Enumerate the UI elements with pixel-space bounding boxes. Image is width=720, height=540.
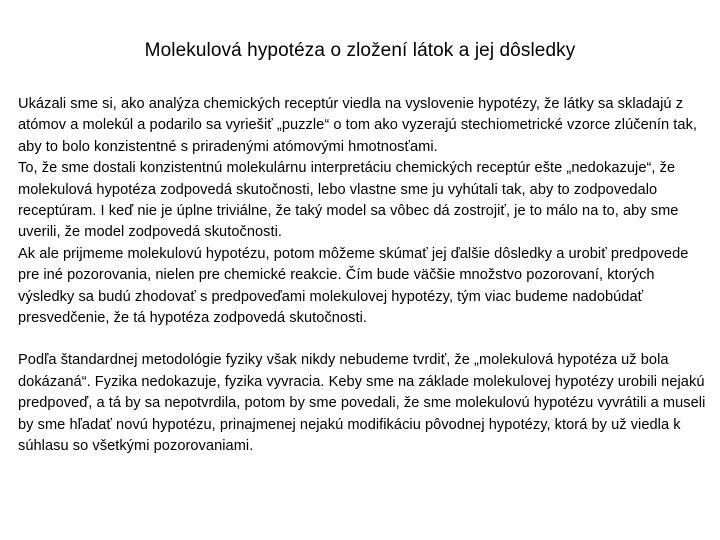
slide-body — [18, 94, 708, 458]
paragraph-2: To, že sme dostali konzistentnú molekulárnu interpretáciu chemických receptúr ešte „nedokazuje“, že molekulová hypotéza zodpovedá skutočnosti, lebo vlastne sme ju vyhútali tak, aby to zodpovedalo receptúram. I keď nie je úplne triviálne, že taký model sa vôbec dá zostrojiť, je to málo na to, aby sme uverili, že model zodpovedá skutočnosti. — [18, 160, 679, 241]
paragraph-4: Podľa štandardnej metodológie fyziky však nikdy nebudeme tvrdiť, že „molekulová hypotéza už bola dokázaná“. Fyzika nedokazuje, fyzika vyvracia. Keby sme na základe molekulovej hypotézy urobili nejakú predpoveď, a tá by sa nepotvrdila, potom by sme povedali, že sme molekulovú hypotézu vyvrátili a museli by sme hľadať novú hypotézu, prinajmenej nejakú modifikáciu pôvodnej hypotézy, ktorá by už viedla k súhlasu so všetkými pozorovaniami. — [18, 352, 706, 455]
paragraph-3: Ak ale prijmeme molekulovú hypotézu, potom môžeme skúmať jej ďalšie dôsledky a urobiť predpovede pre iné pozorovania, nielen pre chemické reakcie. Čím bude väčšie množstvo pozorovaní, ktorých výsledky sa budú zhodovať s predpoveďami molekulovej hypotézy, tým viac budeme nadobúdať presvedčenie, že tá hypotéza zodpovedá skutočnosti. — [18, 245, 689, 327]
slide-title: Molekulová hypotéza o zložení látok a jej dôsledky — [144, 40, 576, 61]
paragraph-1: Ukázali sme si, ako analýza chemických receptúr viedla na vyslovenie hypotézy, že látky sa skladajú z atómov a molekúl a podarilo sa vyriešiť „puzzle“ o tom ako vyzerajú stechiometrické vzorce zlúčenín tak, aby to bolo konzistentné s priradenými atómovými hmotnosťami. — [18, 96, 698, 155]
paragraph-spacer — [18, 329, 708, 350]
